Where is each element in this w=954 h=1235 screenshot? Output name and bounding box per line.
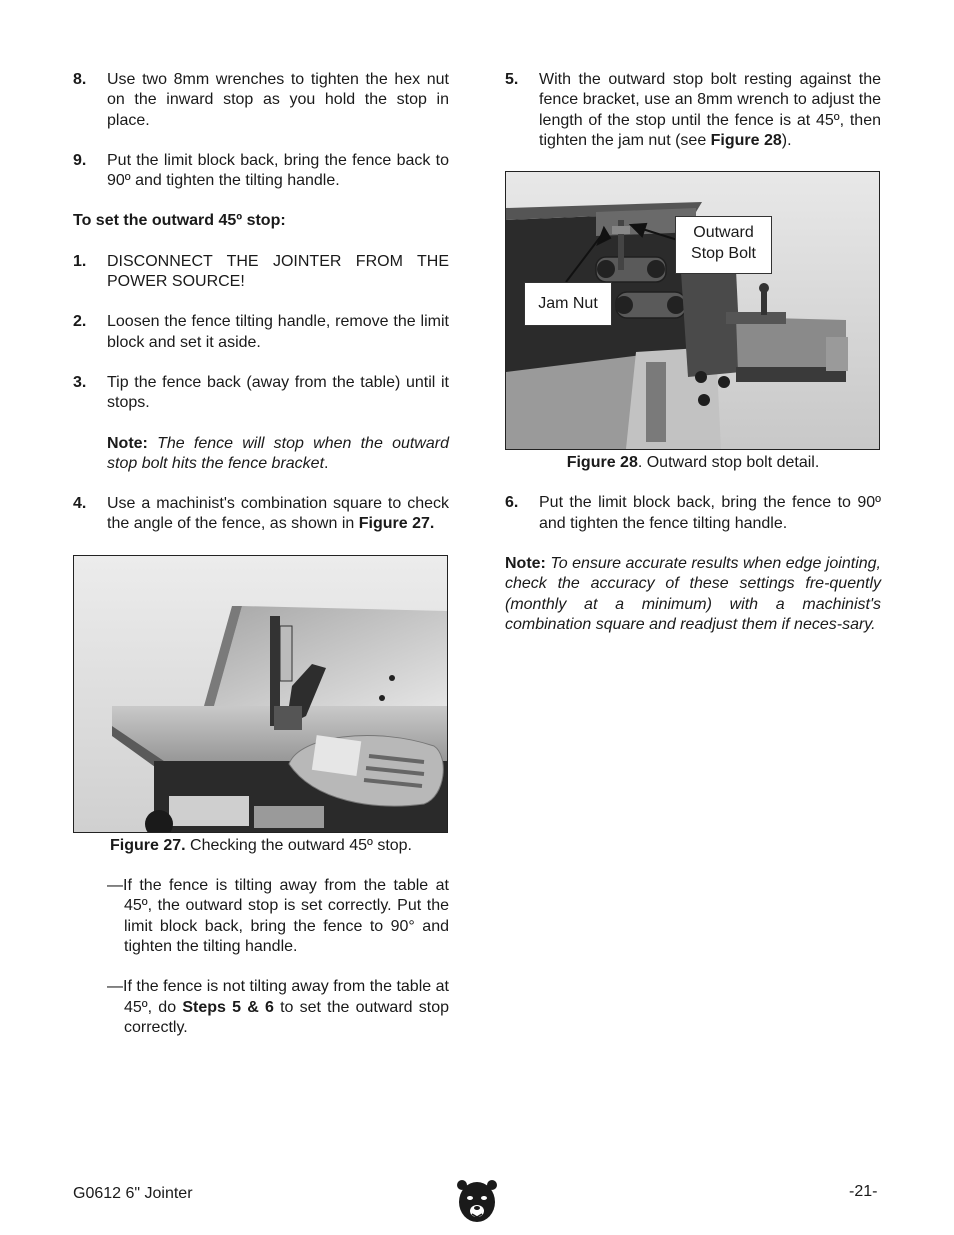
page-number: -21- bbox=[849, 1183, 878, 1200]
step-4 bbox=[73, 494, 449, 535]
section-heading: To set the outward 45º stop: bbox=[73, 212, 286, 230]
step-1 bbox=[73, 252, 449, 293]
step-text: Put the limit block back, bring the fence to 90º and tighten the fence tilting handle. bbox=[539, 494, 881, 532]
bullet-2-post: to set the outward stop correctly. bbox=[124, 998, 449, 1036]
step-text bbox=[539, 70, 881, 151]
bullet-2 bbox=[107, 977, 449, 1038]
step-5-post: ). bbox=[781, 131, 792, 149]
figure-ref: Figure 28 bbox=[710, 131, 782, 149]
step-number: 1. bbox=[73, 252, 87, 270]
step-3 bbox=[73, 373, 449, 474]
step-5 bbox=[505, 70, 881, 151]
step-number: 6. bbox=[505, 494, 519, 512]
step-number: 5. bbox=[505, 71, 519, 88]
steps-ref: Steps 5 & 6 bbox=[182, 998, 274, 1016]
step-4-text: Use a machinist's combination square to check the angle of the fence, as shown in bbox=[107, 495, 449, 533]
callout-outward-stop-bolt bbox=[675, 216, 772, 274]
step-number: 3. bbox=[73, 373, 87, 391]
bullet-1: —If the fence is tilting away from the table at 45º, the outward stop is set correctly. Put the limit block back, bring the fence to 90° and tighten the tilting handle. bbox=[107, 877, 449, 955]
step-text: Use two 8mm wrenches to tighten the hex nut on the inward stop as you hold the stop in place. bbox=[107, 71, 449, 129]
step-8 bbox=[73, 70, 449, 131]
note-label: Note: bbox=[107, 434, 148, 452]
step-number: 2. bbox=[73, 313, 87, 331]
step-2 bbox=[73, 312, 449, 353]
bear-head-logo-icon bbox=[457, 1178, 497, 1224]
note-text: The fence will stop when the outward stop bolt hits the fence bracket bbox=[107, 434, 449, 472]
figure-label: Figure 28 bbox=[566, 454, 638, 472]
note-text: To ensure accurate results when edge jointing, check the accuracy of these settings fre-quently (monthly at a minimum) with a machinist's combination square and readjust them if neces-sary. bbox=[505, 555, 881, 633]
figure-27-photo bbox=[73, 555, 448, 833]
figure-27-caption bbox=[73, 836, 449, 856]
step-note bbox=[107, 434, 449, 475]
step-6 bbox=[505, 493, 881, 534]
right-column bbox=[505, 70, 881, 635]
bullet-2-pre: —If the fence is not tilting away from the table at 45º, do bbox=[107, 978, 449, 1016]
callout-line-1: Outward bbox=[693, 224, 754, 242]
jointer-fence-photo-icon bbox=[74, 556, 447, 832]
step-number: 4. bbox=[73, 495, 87, 513]
note-label: Note: bbox=[505, 555, 546, 573]
step-text bbox=[107, 494, 449, 535]
closing-note bbox=[505, 554, 881, 635]
figure-ref: Figure 27. bbox=[358, 515, 435, 533]
step-number: 8. bbox=[73, 71, 87, 88]
step-5-pre: With the outward stop bolt resting against the fence bracket, use an 8mm wrench to adjust the length of the stop until the fence is at 45º, then tighten the jam nut (see bbox=[539, 71, 881, 149]
figure-caption-text: . Outward stop bolt detail. bbox=[637, 454, 820, 472]
figure-caption-text: Checking the outward 45º stop. bbox=[185, 836, 412, 854]
step-text: Put the limit block back, bring the fence back to 90º and tighten the tilting handle. bbox=[107, 151, 449, 190]
footer-model: G0612 6" Jointer bbox=[73, 1185, 193, 1202]
left-column bbox=[73, 70, 449, 1058]
step-text: Loosen the fence tilting handle, remove the limit block and set it aside. bbox=[107, 313, 449, 351]
figure-28-caption bbox=[505, 453, 881, 473]
step-text: DISCONNECT THE JOINTER FROM THE POWER SOURCE! bbox=[107, 252, 449, 291]
callout-jam-nut: Jam Nut bbox=[524, 282, 612, 326]
step-text: Tip the fence back (away from the table) until it stops. bbox=[107, 373, 449, 412]
figure-28-photo bbox=[505, 171, 880, 450]
callout-line-2: Stop Bolt bbox=[691, 244, 756, 262]
step-9 bbox=[73, 151, 449, 192]
step-number: 9. bbox=[73, 151, 87, 169]
note-end: . bbox=[324, 454, 329, 472]
figure-label: Figure 27. bbox=[110, 836, 186, 854]
